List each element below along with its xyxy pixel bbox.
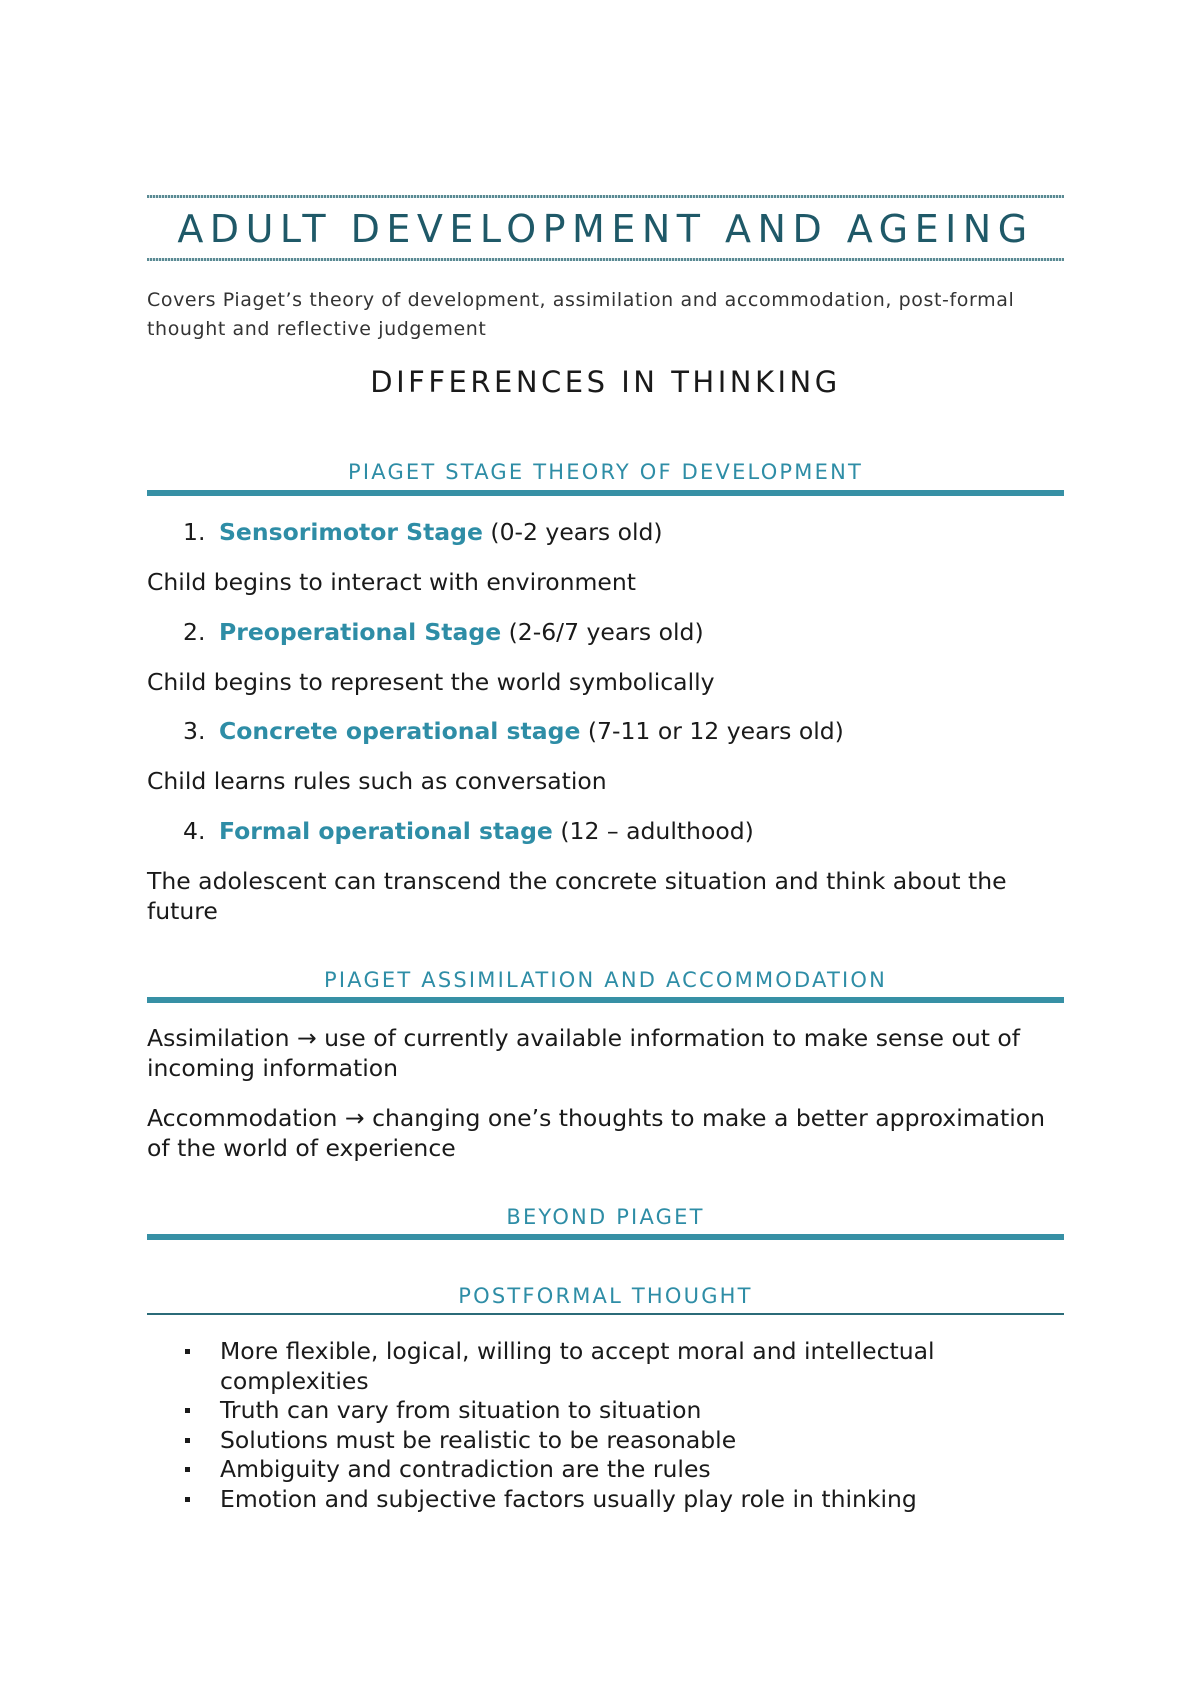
bullet-icon	[185, 1349, 190, 1354]
list-item: Ambiguity and contradiction are the rules	[147, 1455, 1064, 1485]
assimilation-paragraph	[147, 1023, 1064, 1083]
term: Accommodation	[147, 1104, 338, 1132]
stage-name: Concrete operational stage	[219, 717, 581, 745]
stage-range: (7-11 or 12 years old)	[580, 717, 844, 745]
arrow-right-icon: →	[296, 1024, 317, 1052]
stage-number: 1.	[183, 518, 206, 546]
list-item: Truth can vary from situation to situation	[147, 1396, 1064, 1426]
section-rule	[147, 1234, 1064, 1240]
stage-name: Preoperational Stage	[219, 618, 502, 646]
stage-number: 3.	[183, 717, 206, 745]
stage-name: Formal operational stage	[219, 817, 553, 845]
stage-item	[183, 816, 754, 846]
stage-item	[183, 617, 704, 647]
bullet-icon	[185, 1408, 190, 1413]
bullet-icon	[185, 1467, 190, 1472]
accommodation-paragraph	[147, 1103, 1064, 1163]
list-item: More flexible, logical, willing to accept moral and intellectual complexities	[147, 1337, 1064, 1396]
section-rule	[147, 1313, 1064, 1315]
arrow-right-icon: →	[344, 1104, 365, 1132]
bullet-icon	[185, 1438, 190, 1443]
definition: use of currently available information to make sense out of incoming information	[147, 1024, 1021, 1082]
document-title: ADULT DEVELOPMENT AND AGEING	[177, 207, 1034, 251]
postformal-list	[147, 1337, 1064, 1514]
bullet-icon	[185, 1497, 190, 1502]
title-bottom-rule	[147, 258, 1064, 261]
stage-range: (2-6/7 years old)	[501, 618, 704, 646]
term: Assimilation	[147, 1024, 290, 1052]
section-heading-assimilation: PIAGET ASSIMILATION AND ACCOMMODATION	[323, 968, 887, 992]
stage-description: Child begins to interact with environment	[147, 568, 636, 596]
main-heading: DIFFERENCES IN THINKING	[370, 365, 841, 399]
list-item: Emotion and subjective factors usually play role in thinking	[147, 1485, 1064, 1515]
section-heading-postformal: POSTFORMAL THOUGHT	[458, 1284, 753, 1308]
stage-number: 2.	[183, 618, 206, 646]
stage-range: (0-2 years old)	[482, 518, 663, 546]
stage-name: Sensorimotor Stage	[219, 518, 483, 546]
title-block	[147, 195, 1064, 261]
stage-number: 4.	[183, 817, 206, 845]
section-heading-stage-theory: PIAGET STAGE THEORY OF DEVELOPMENT	[347, 460, 864, 484]
stage-description: The adolescent can transcend the concrete situation and think about the future	[147, 867, 1007, 925]
stage-item	[183, 517, 663, 547]
section-rule	[147, 997, 1064, 1003]
list-item: Solutions must be realistic to be reasonable	[147, 1426, 1064, 1456]
stage-description: Child begins to represent the world symbolically	[147, 668, 715, 696]
document-subtitle: Covers Piaget’s theory of development, assimilation and accommodation, post-formal thought and reflective judgement	[147, 289, 1015, 340]
definition: changing one’s thoughts to make a better approximation of the world of experience	[147, 1104, 1046, 1162]
stage-range: (12 – adulthood)	[552, 817, 754, 845]
section-heading-beyond: BEYOND PIAGET	[506, 1205, 705, 1229]
stage-description: Child learns rules such as conversation	[147, 767, 607, 795]
section-rule	[147, 490, 1064, 496]
stage-item	[183, 716, 844, 746]
